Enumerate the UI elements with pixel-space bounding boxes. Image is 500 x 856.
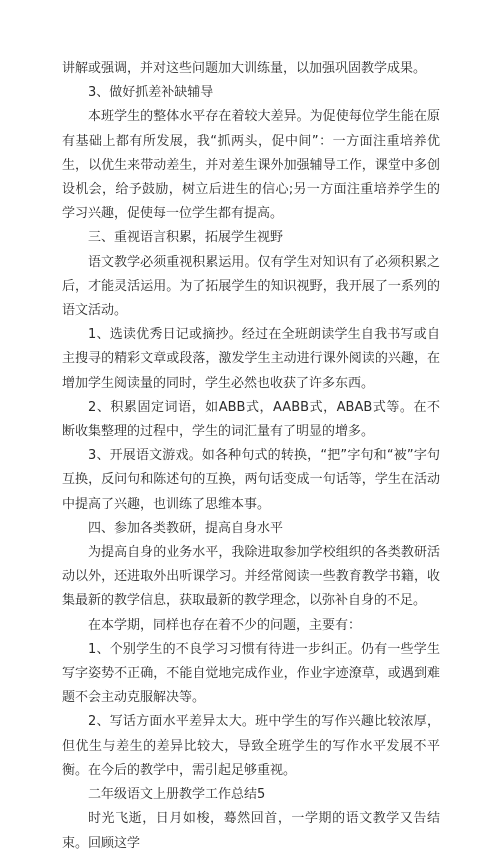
paragraph: 2、积累固定词语，如ABB式，AABB式，ABAB式等。在不断收集整理的过程中，学生的词汇量有了明显的增多。 <box>62 399 440 440</box>
paragraph: 在本学期，同样也存在着不少的问题，主要有： <box>88 617 362 633</box>
paragraph: 语文教学必须重视积累运用。仅有学生对知识有了必须积累之后，才能灵活运用。为了拓展学生的知识视野，我开展了一系列的语文活动。 <box>62 254 440 319</box>
paragraph: 时光飞逝，日月如梭，蓦然回首，一学期的语文教学又告结束。回顾这学 <box>62 811 440 851</box>
paragraph: 为提高自身的业务水平，我除进取参加学校组织的各类教研活动以外，还进取外出听课学习。并经常阅读一些教育教学书籍，收集最新的教学信息，获取最新的教学理念，以弥补自身的不足。 <box>62 545 440 609</box>
section-heading: 四、参加各类教研，提高自身水平 <box>88 520 284 536</box>
paragraph: 2、写话方面水平差异太大。班中学生的写作兴趣比较浓厚，但优生与差生的差异比较大，导致全班学生的写作水平发展不平衡。在今后的教学中，需引起足够重视。 <box>62 714 440 778</box>
paragraph: 本班学生的整体水平存在着较大差异。为促使每位学生能在原有基础上都有所发展，我“抓两头，促中间”：一方面注重培养优生，以优生来带动差生，并对差生课外加强辅导工作，课堂中多创设机会，给予鼓励，树立后进生的信心;另一方面注重培养学生的学习兴趣，促使每一位学生都有提高。 <box>62 109 440 222</box>
document-title: 二年级语文上册教学工作总结5 <box>88 787 266 803</box>
paragraph: 1、个别学生的不良学习习惯有待进一步纠正。仍有一些学生写字姿势不正确，不能自觉地完成作业，作业字迹潦草，或遇到难题不会主动克服解决等。 <box>62 641 440 706</box>
section-heading: 3、做好抓差补缺辅导 <box>88 85 214 101</box>
paragraph: 1、选读优秀日记或摘抄。经过在全班朗读学生自我书写或自主搜寻的精彩文章或段落，激发学生主动进行课外阅读的兴趣，在增加学生阅读量的同时，学生必然也收获了许多东西。 <box>62 327 440 391</box>
paragraph: 讲解或强调，并对这些问题加大训练量，以加强巩固教学成果。 <box>62 61 427 76</box>
paragraph: 3、开展语文游戏。如各种句式的转换，“把”字句和“被”字句互换，反问句和陈述句的互换，两句话变成一句话等，学生在活动中提高了兴趣，也训练了思维本事。 <box>62 448 440 512</box>
section-heading: 三、重视语言积累，拓展学生视野 <box>88 230 284 246</box>
